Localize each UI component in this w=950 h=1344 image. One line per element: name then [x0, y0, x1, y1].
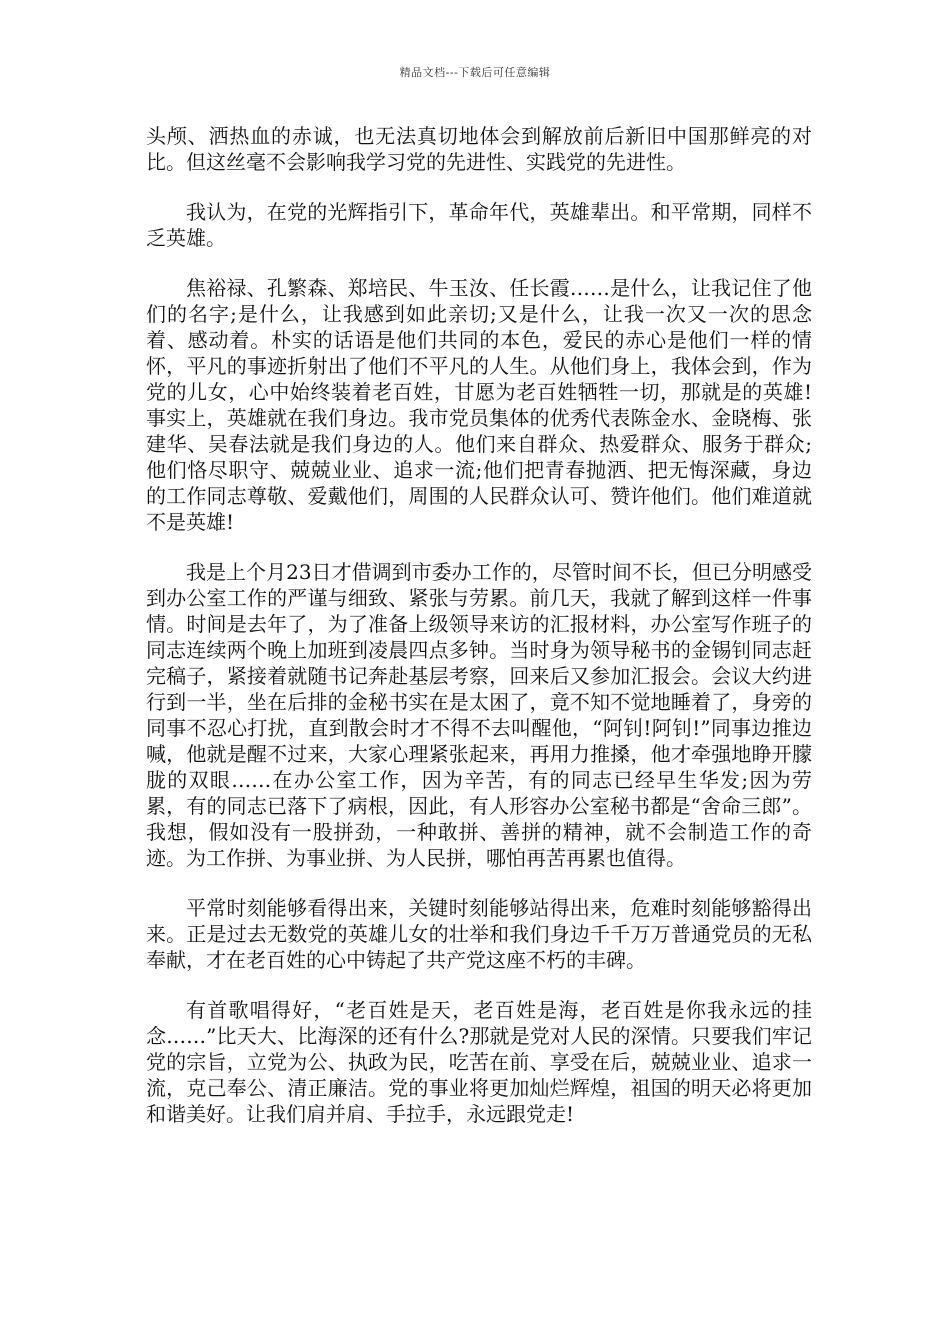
paragraph-conclusion: 有首歌唱得好，“老百姓是天，老百姓是海，老百姓是你我永远的挂念……”比天大、比海深的还有什么?那就是党对人民的深情。只要我们牢记党的宗旨，立党为公、执政为民，吃苦在前、享受在后，兢兢业业、追求一流，克己奉公、清正廉洁。党的事业将更加灿烂辉煌，祖国的明天必将更加和谐美好。让我们肩并肩、手拉手，永远跟党走! [146, 998, 812, 1126]
page-header: 精品文档---下载后可任意编辑 [399, 66, 551, 79]
paragraph-hero-examples: 焦裕禄、孔繁森、郑培民、牛玉汝、任长霞……是什么，让我记住了他们的名字;是什么，让我感到如此亲切;又是什么，让我一次又一次的思念着、感动着。朴实的话语是他们共同的本色，爱民的赤心是他们一样的情怀，平凡的事迹折射出了他们不平凡的人生。从他们身上，我体会到，作为党的儿女，心中始终装着老百姓，甘愿为老百姓牺牲一切，那就是的英雄!事实上，英雄就在我们身边。我市党员集体的优秀代表陈金水、金晓梅、张建华、吴春法就是我们身边的人。他们来自群众、热爱群众、服务于群众;他们恪尽职守、兢兢业业、追求一流;他们把青春抛洒、把无悔深藏，身边的工作同志尊敬、爱戴他们，周围的人民群众认可、赞许他们。他们难道就不是英雄! [146, 276, 812, 534]
paragraph-continuation: 头颅、洒热血的赤诚，也无法真切地体会到解放前后新旧中国那鲜亮的对比。但这丝毫不会影响我学习党的先进性、实践党的先进性。 [146, 124, 812, 174]
paragraph-party-monument: 平常时刻能够看得出来，关键时刻能够站得出来，危难时刻能够豁得出来。正是过去无数党的英雄儿女的壮举和我们身边千千万万普通党员的无私奉献，才在老百姓的心中铸起了共产党这座不朽的丰碑。 [146, 896, 812, 972]
paragraph-office-story: 我是上个月23日才借调到市委办工作的，尽管时间不长，但已分明感受到办公室工作的严谨与细致、紧张与劳累。前几天，我就了解到这样一件事情。时间是去年了，为了准备上级领导来访的汇报材料，办公室写作班子的同志连续两个晚上加班到凌晨四点多钟。当时身为领导秘书的金锡钊同志赶完稿子，紧接着就随书记奔赴基层考察，回来后又参加汇报会。会议大约进行到一半，坐在后排的金秘书实在是太困了，竟不知不觉地睡着了，身旁的同事不忍心打扰，直到散会时才不得不去叫醒他，“阿钊!阿钊!”同事边推边喊，他就是醒不过来，大家心理紧张起来，再用力推搡，他才牵强地睁开朦胧的双眼……在办公室工作，因为辛苦，有的同志已经早生华发;因为劳累，有的同志已落下了病根，因此，有人形容办公室秘书都是“舍命三郎”。我想，假如没有一股拼劲，一种敢拼、善拼的精神，就不会制造工作的奇迹。为工作拼、为事业拼、为人民拼，哪怕再苦再累也值得。 [146, 560, 812, 870]
paragraph-heroes-intro: 我认为，在党的光辉指引下，革命年代，英雄辈出。和平常期，同样不乏英雄。 [146, 200, 812, 250]
document-body [146, 123, 812, 1151]
